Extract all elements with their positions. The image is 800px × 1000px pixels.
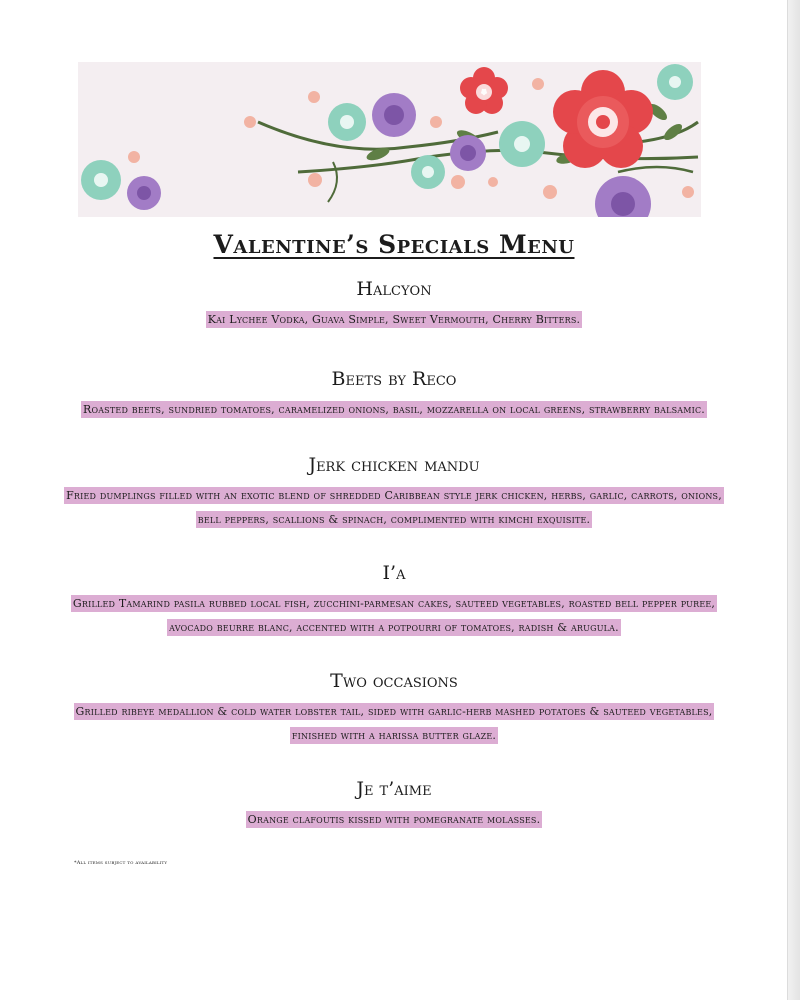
menu-item-ia: [0, 560, 788, 640]
flower-branch-icon: [78, 62, 701, 217]
item-name: Beets by Reco: [331, 368, 457, 390]
menu: [0, 228, 788, 832]
menu-item-halcyon: [0, 276, 788, 332]
item-description: Roasted beets, sundried tomatoes, caramelized onions, basil, mozzarella on local greens, strawberry balsamic.: [82, 403, 706, 416]
item-description: finished with a harissa butter glaze.: [291, 729, 497, 742]
item-description: Grilled Tamarind pasila rubbed local fish, zucchini-parmesan cakes, sauteed vegetables, roasted bell pepper puree,: [72, 597, 716, 610]
menu-title: Valentine’s Specials Menu: [213, 230, 575, 259]
item-description: Kai Lychee Vodka, Guava Simple, Sweet Vermouth, Cherry Bitters.: [207, 313, 581, 326]
item-description: bell peppers, scallions & spinach, complimented with kimchi exquisite.: [197, 513, 591, 526]
item-name: Je t’aime: [356, 778, 432, 800]
item-description: Grilled ribeye medallion & cold water lobster tail, sided with garlic-herb mashed potatoes & sauteed vegetables,: [75, 705, 713, 718]
menu-item-two-occasions: [0, 668, 788, 748]
item-description: Fried dumplings filled with an exotic blend of shredded Caribbean style jerk chicken, herbs, garlic, carrots, onions,: [66, 489, 722, 502]
item-name: Two occasions: [330, 670, 458, 692]
floral-banner: [78, 62, 701, 217]
item-name: Halcyon: [356, 278, 432, 300]
menu-item-beets: [0, 366, 788, 422]
item-name: Jerk chicken mandu: [308, 454, 480, 476]
availability-footnote: *All items subject to availability: [74, 860, 168, 866]
menu-item-je-taime: [0, 776, 788, 832]
item-name: I’a: [382, 562, 406, 584]
item-description: Orange clafoutis kissed with pomegranate molasses.: [247, 813, 541, 826]
item-description: avocado beurre blanc, accented with a potpourri of tomatoes, radish & arugula.: [169, 621, 619, 634]
page-edge: [787, 0, 800, 1000]
menu-item-jerk-chicken: [0, 452, 788, 532]
